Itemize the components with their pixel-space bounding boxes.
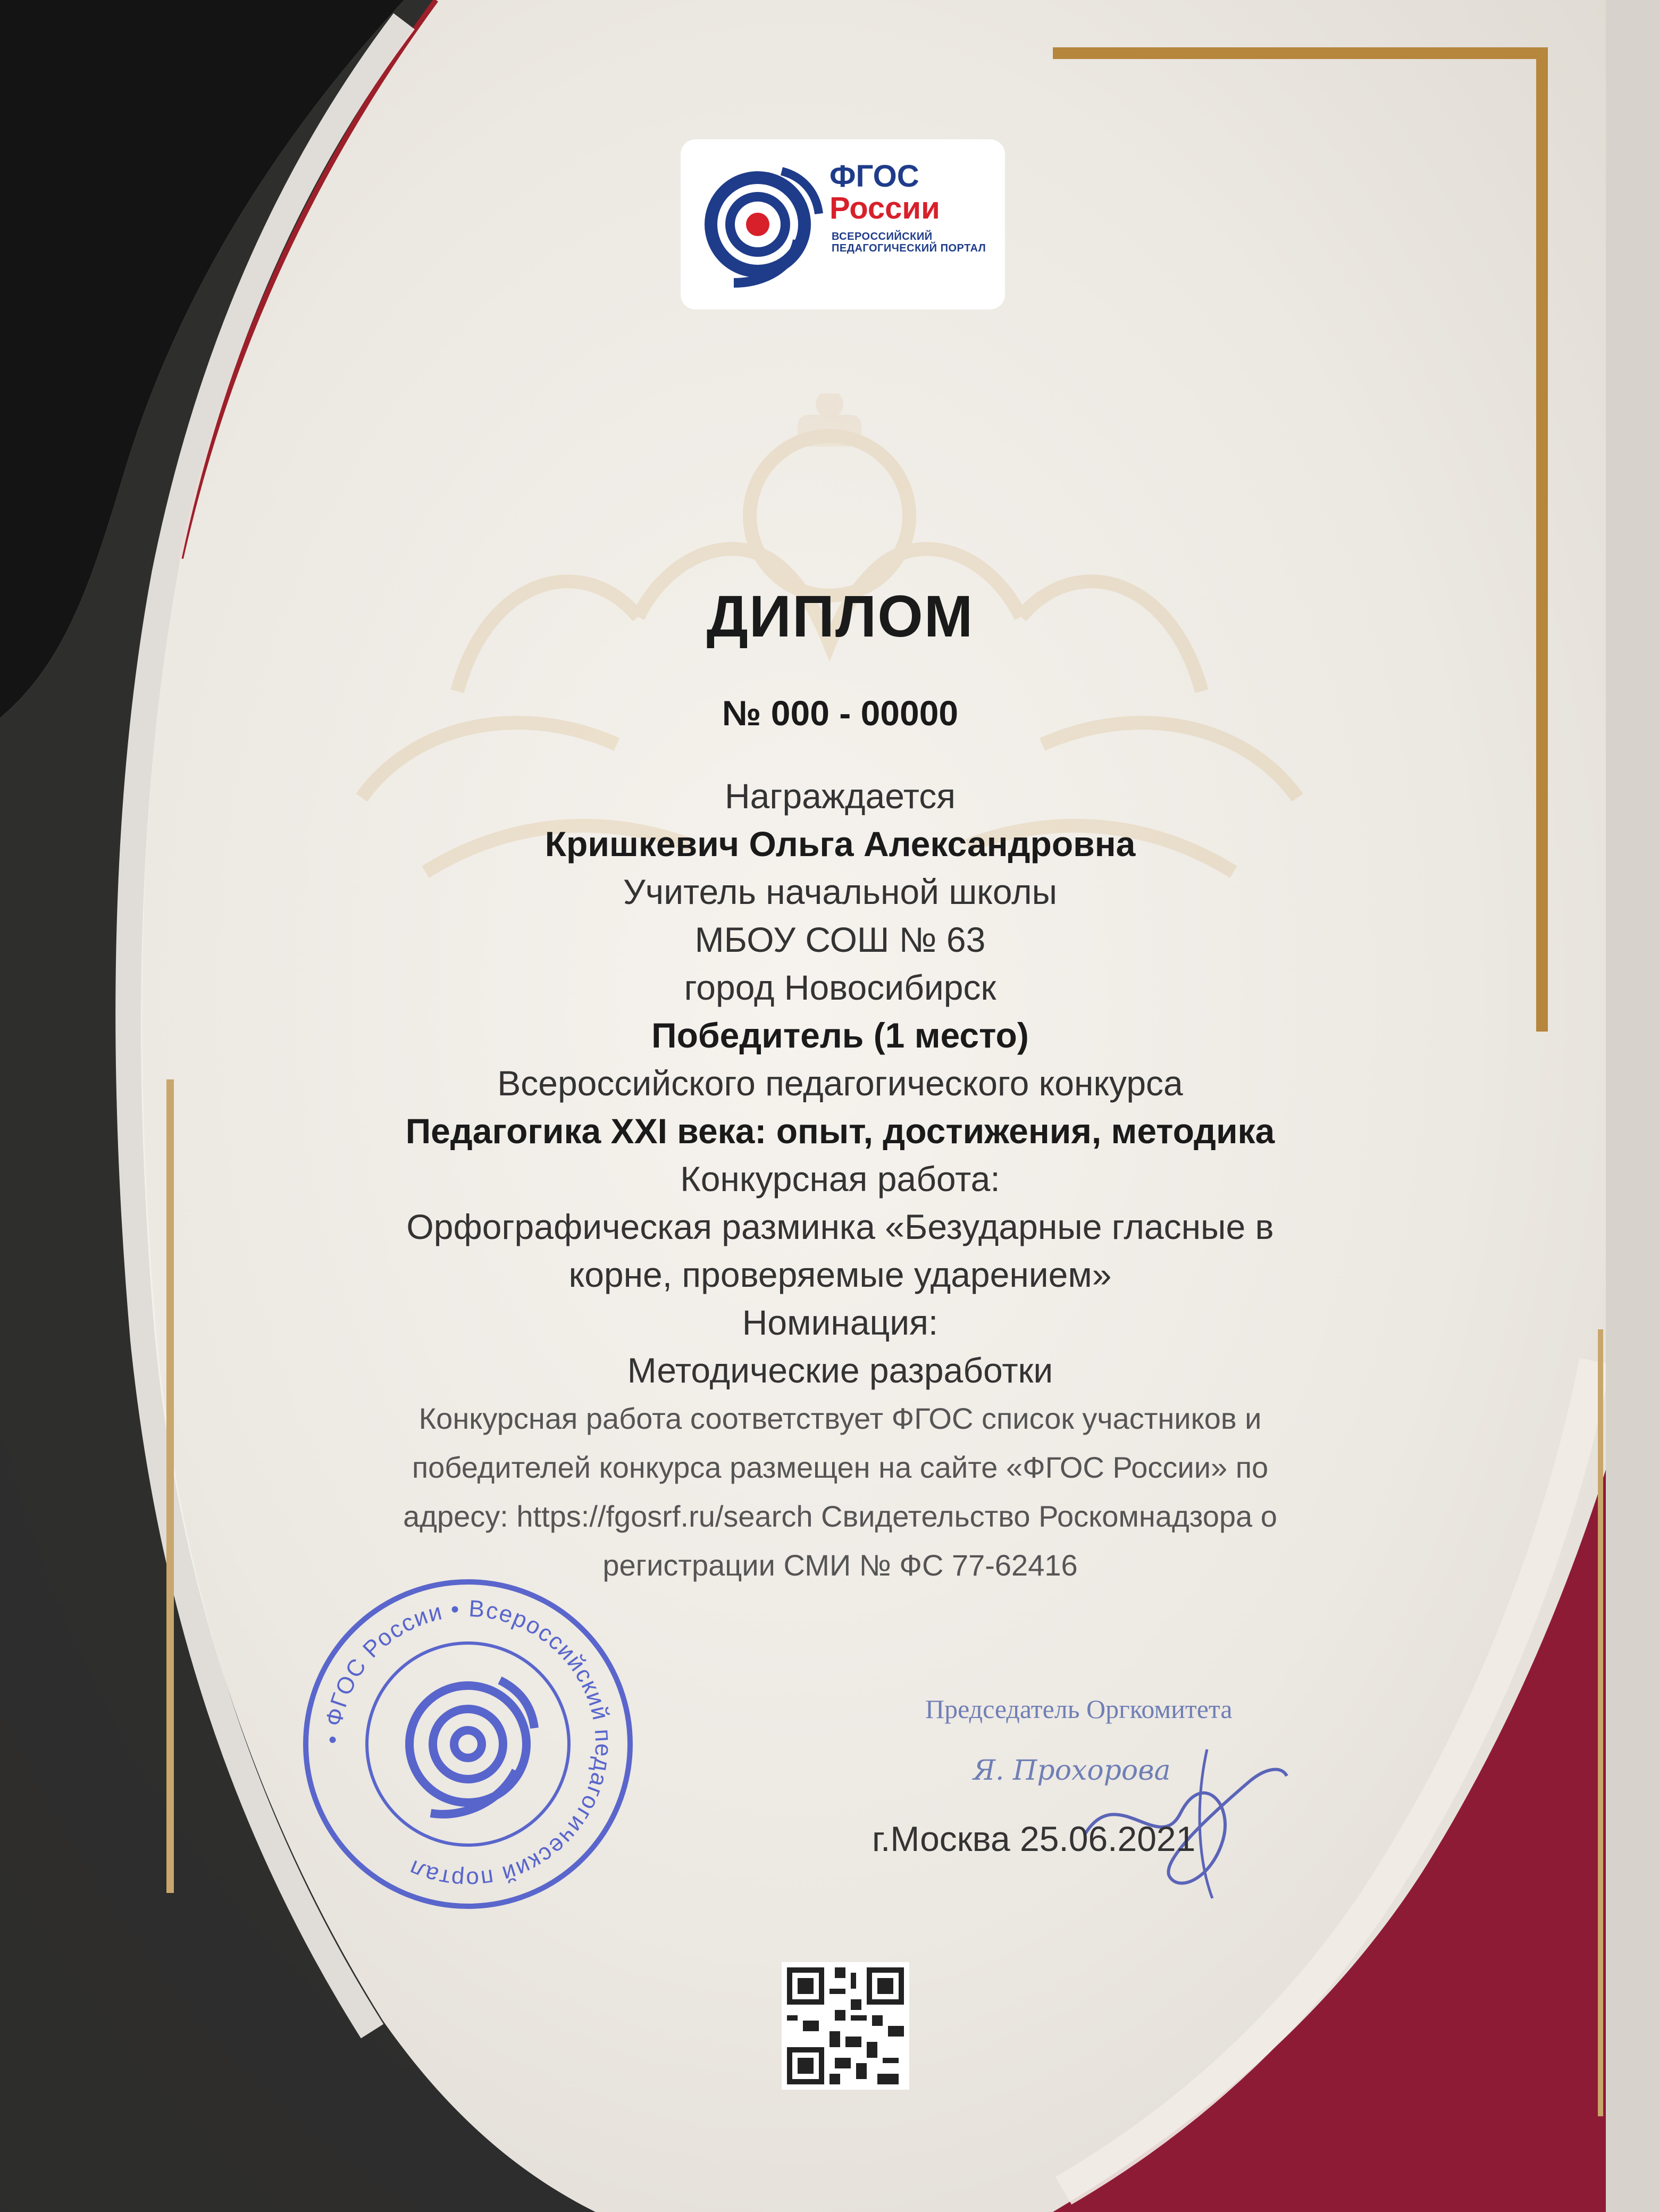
work-title-line2: корне, проверяемые ударением»: [568, 1255, 1112, 1294]
signature-role: Председатель Оргкомитета: [925, 1694, 1233, 1724]
diploma-title: ДИПЛОМ: [706, 584, 974, 649]
note-line1: Конкурсная работа соответствует ФГОС список участников и: [418, 1402, 1262, 1435]
nomination-label: Номинация:: [742, 1303, 939, 1342]
diploma-content: [266, 580, 1414, 1590]
stamp-emblem-icon: [409, 1680, 534, 1814]
logo-subtitle: ВСЕРОССИЙСКИЙ ПЕДАГОГИЧЕСКИЙ ПОРТАЛ: [832, 231, 986, 254]
place-and-date: г.Москва 25.06.2021: [872, 1819, 1196, 1858]
photo-edge-right: [1606, 0, 1659, 2212]
note-line2: победителей конкурса размещен на сайте «ФГОС России» по: [412, 1451, 1269, 1484]
contest-name: Педагогика XXI века: опыт, достижения, методика: [405, 1111, 1275, 1151]
recipient-city: город Новосибирск: [684, 968, 996, 1007]
official-stamp: [298, 1574, 638, 1914]
nomination-value: Методические разработки: [627, 1351, 1053, 1390]
contest-prefix: Всероссийского педагогического конкурса: [497, 1063, 1183, 1103]
handwritten-signature-icon: [1074, 1717, 1297, 1909]
recipient-school: МБОУ СОШ № 63: [694, 920, 986, 959]
work-label: Конкурсная работа:: [680, 1159, 1000, 1199]
stamp-ring-text: • ФГОС России • Всероссийский педагогический портал: [319, 1595, 617, 1893]
fgos-logo: [681, 139, 1005, 309]
note-line4: регистрации СМИ № ФС 77-62416: [602, 1548, 1078, 1582]
signature-name: Я. Прохорова: [973, 1755, 1171, 1787]
logo-word-russia: России: [830, 191, 940, 225]
recipient-position: Учитель начальной школы: [623, 872, 1058, 911]
awarded-label: Награждается: [725, 776, 956, 816]
diploma-number: № 000 - 00000: [722, 693, 959, 733]
recipient-name: Кришкевич Ольга Александровна: [544, 824, 1136, 864]
qr-code-icon: [782, 1962, 909, 2090]
award-result: Победитель (1 место): [651, 1016, 1029, 1055]
svg-text:• ФГОС России • Всероссийский: [320, 1596, 616, 1893]
note-line3: адресу: https://fgosrf.ru/search Свидетельство Роскомнадзора о: [403, 1499, 1277, 1533]
work-title-line1: Орфографическая разминка «Безударные гласные в: [406, 1207, 1274, 1246]
fgos-emblem-icon: [702, 161, 824, 288]
logo-word-fgos: ФГОС: [830, 159, 919, 194]
